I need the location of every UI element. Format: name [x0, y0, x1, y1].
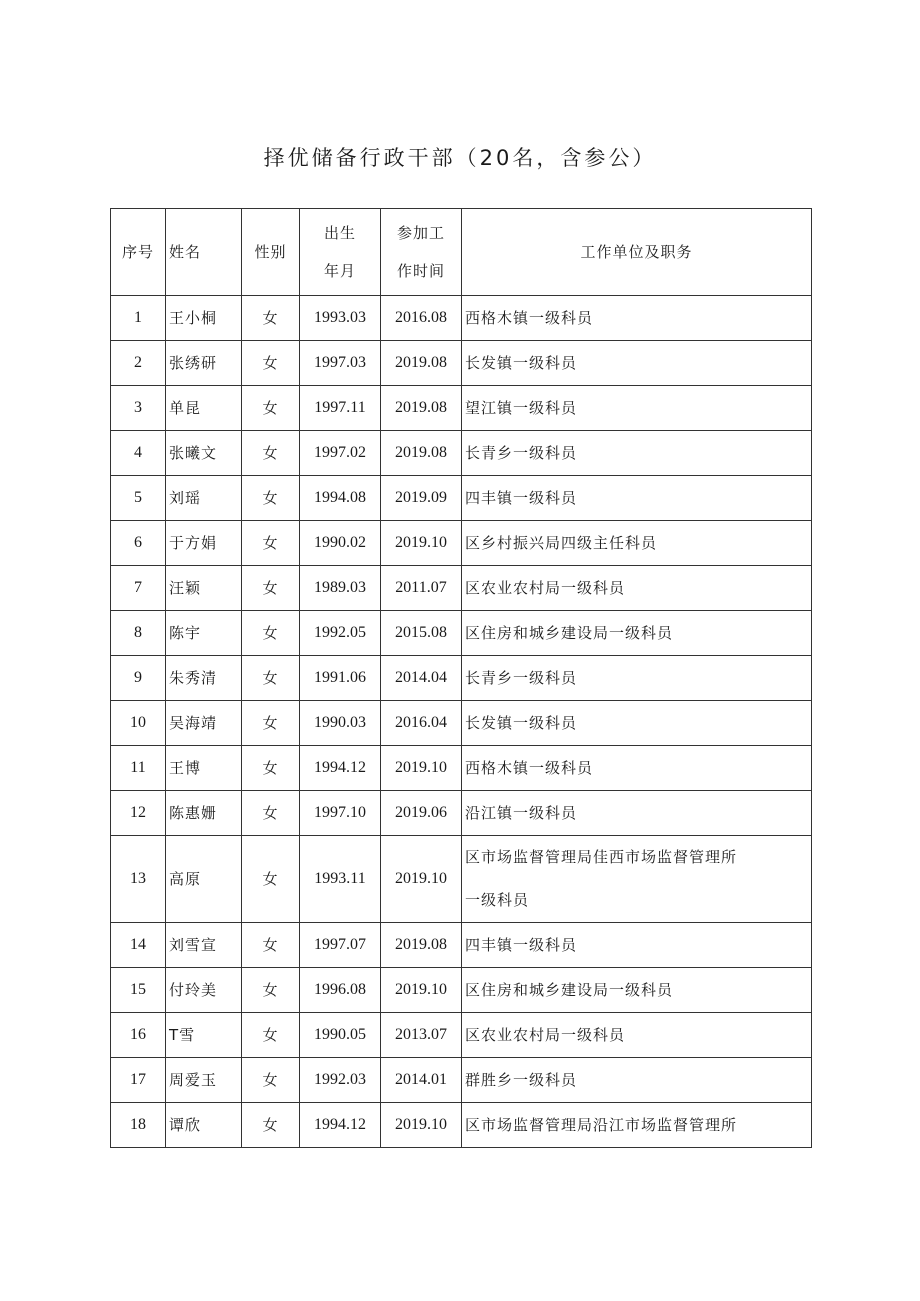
- cell-gender: 女: [242, 386, 300, 431]
- cell-seq: 18: [111, 1103, 166, 1148]
- cell-work: 2019.08: [381, 341, 462, 386]
- header-work-start: [381, 209, 462, 296]
- cell-gender: 女: [242, 791, 300, 836]
- cell-unit: 西格木镇一级科员: [462, 296, 812, 341]
- table-row: [111, 968, 812, 1013]
- cell-birth: 1989.03: [300, 566, 381, 611]
- table-row: [111, 1013, 812, 1058]
- cell-unit: 望江镇一级科员: [462, 386, 812, 431]
- cell-work: 2011.07: [381, 566, 462, 611]
- cell-gender: 女: [242, 476, 300, 521]
- cell-birth: 1992.03: [300, 1058, 381, 1103]
- cell-unit: 区住房和城乡建设局一级科员: [462, 968, 812, 1013]
- cell-birth: 1997.07: [300, 923, 381, 968]
- cell-gender: 女: [242, 656, 300, 701]
- cell-seq: 17: [111, 1058, 166, 1103]
- cell-unit: 长发镇一级科员: [462, 341, 812, 386]
- cell-name: 付玲美: [166, 968, 242, 1013]
- table-row: [111, 746, 812, 791]
- cell-name: 高原: [166, 836, 242, 923]
- table-row: [111, 791, 812, 836]
- cell-seq: 9: [111, 656, 166, 701]
- cell-name: 陈宇: [166, 611, 242, 656]
- table-row: [111, 923, 812, 968]
- cell-work: 2019.10: [381, 836, 462, 923]
- cell-work: 2019.08: [381, 386, 462, 431]
- cell-birth: 1994.12: [300, 746, 381, 791]
- header-birth: [300, 209, 381, 296]
- table-row: [111, 341, 812, 386]
- cell-birth: 1993.11: [300, 836, 381, 923]
- cell-unit: 西格木镇一级科员: [462, 746, 812, 791]
- cell-name: 谭欣: [166, 1103, 242, 1148]
- cell-gender: 女: [242, 296, 300, 341]
- cell-unit: 区农业农村局一级科员: [462, 566, 812, 611]
- table-row: [111, 611, 812, 656]
- cell-gender: 女: [242, 923, 300, 968]
- page-title: 择优储备行政干部（20名，含参公）: [263, 146, 657, 171]
- header-name: 姓名: [166, 209, 242, 296]
- cell-seq: 16: [111, 1013, 166, 1058]
- cell-seq: 4: [111, 431, 166, 476]
- cell-work: 2019.10: [381, 968, 462, 1013]
- cell-work: 2016.04: [381, 701, 462, 746]
- cell-work: 2013.07: [381, 1013, 462, 1058]
- cell-name: 王小桐: [166, 296, 242, 341]
- cell-work: 2019.10: [381, 521, 462, 566]
- table-row: [111, 431, 812, 476]
- header-birth-line1: 出生: [323, 224, 356, 242]
- table-row: [111, 1103, 812, 1148]
- cell-gender: 女: [242, 1103, 300, 1148]
- cell-seq: 8: [111, 611, 166, 656]
- cell-name: 汪颖: [166, 566, 242, 611]
- cell-name: 于方娟: [166, 521, 242, 566]
- cell-name: 周爱玉: [166, 1058, 242, 1103]
- cell-birth: 1990.05: [300, 1013, 381, 1058]
- cell-birth: 1997.03: [300, 341, 381, 386]
- cadre-table: [110, 208, 812, 1148]
- cell-gender: 女: [242, 566, 300, 611]
- cell-work: 2019.09: [381, 476, 462, 521]
- cell-seq: 14: [111, 923, 166, 968]
- cell-work: 2014.01: [381, 1058, 462, 1103]
- cell-seq: 15: [111, 968, 166, 1013]
- cell-birth: 1997.02: [300, 431, 381, 476]
- header-unit: 工作单位及职务: [462, 209, 812, 296]
- cell-name: 张曦文: [166, 431, 242, 476]
- cell-gender: 女: [242, 1013, 300, 1058]
- cell-unit: 区农业农村局一级科员: [462, 1013, 812, 1058]
- header-birth-line2: 年月: [323, 262, 356, 280]
- table-row: [111, 296, 812, 341]
- table-row: [111, 701, 812, 746]
- cell-birth: 1991.06: [300, 656, 381, 701]
- cell-gender: 女: [242, 968, 300, 1013]
- cell-gender: 女: [242, 341, 300, 386]
- table-header-row: [111, 209, 812, 296]
- cell-unit: 区乡村振兴局四级主任科员: [462, 521, 812, 566]
- header-gender: 性别: [242, 209, 300, 296]
- cell-work: 2015.08: [381, 611, 462, 656]
- cell-gender: 女: [242, 746, 300, 791]
- cell-name: 陈惠姗: [166, 791, 242, 836]
- cell-gender: 女: [242, 431, 300, 476]
- table-row: [111, 476, 812, 521]
- cell-gender: 女: [242, 701, 300, 746]
- cell-birth: 1990.03: [300, 701, 381, 746]
- cell-seq: 3: [111, 386, 166, 431]
- cell-name: 张绣研: [166, 341, 242, 386]
- cell-gender: 女: [242, 836, 300, 923]
- table-row: [111, 521, 812, 566]
- cell-unit: 区市场监督管理局沿江市场监督管理所: [462, 1103, 812, 1148]
- cell-birth: 1992.05: [300, 611, 381, 656]
- header-work-line2: 作时间: [396, 262, 445, 280]
- cell-work: 2014.04: [381, 656, 462, 701]
- table-row: [111, 566, 812, 611]
- cell-birth: 1990.02: [300, 521, 381, 566]
- cell-seq: 1: [111, 296, 166, 341]
- cell-unit: [462, 836, 812, 923]
- cell-name: 王博: [166, 746, 242, 791]
- cell-unit: 长青乡一级科员: [462, 656, 812, 701]
- cell-work: 2016.08: [381, 296, 462, 341]
- cell-seq: 5: [111, 476, 166, 521]
- header-seq: 序号: [111, 209, 166, 296]
- cell-unit: 长发镇一级科员: [462, 701, 812, 746]
- cell-unit: 群胜乡一级科员: [462, 1058, 812, 1103]
- cell-unit-line2: 一级科员: [465, 891, 530, 909]
- cell-seq: 7: [111, 566, 166, 611]
- cell-work: 2019.10: [381, 1103, 462, 1148]
- cell-work: 2019.08: [381, 431, 462, 476]
- cell-unit: 区住房和城乡建设局一级科员: [462, 611, 812, 656]
- cell-name: T雪: [166, 1013, 242, 1058]
- cell-seq: 2: [111, 341, 166, 386]
- cell-birth: 1996.08: [300, 968, 381, 1013]
- cell-birth: 1997.11: [300, 386, 381, 431]
- table-row: [111, 656, 812, 701]
- cell-seq: 10: [111, 701, 166, 746]
- cell-seq: 12: [111, 791, 166, 836]
- cell-name: 单昆: [166, 386, 242, 431]
- cell-birth: 1993.03: [300, 296, 381, 341]
- cell-gender: 女: [242, 521, 300, 566]
- cell-birth: 1994.12: [300, 1103, 381, 1148]
- cell-gender: 女: [242, 1058, 300, 1103]
- cell-seq: 13: [111, 836, 166, 923]
- cell-seq: 11: [111, 746, 166, 791]
- cell-unit: 四丰镇一级科员: [462, 476, 812, 521]
- cell-birth: 1994.08: [300, 476, 381, 521]
- header-work-line1: 参加工: [396, 224, 445, 242]
- cell-name: 吴海靖: [166, 701, 242, 746]
- cell-work: 2019.10: [381, 746, 462, 791]
- cell-unit-line1: 区市场监督管理局佳西市场监督管理所: [465, 848, 738, 866]
- cell-seq: 6: [111, 521, 166, 566]
- cell-unit: 沿江镇一级科员: [462, 791, 812, 836]
- cell-work: 2019.06: [381, 791, 462, 836]
- cell-unit: 长青乡一级科员: [462, 431, 812, 476]
- cell-work: 2019.08: [381, 923, 462, 968]
- cell-gender: 女: [242, 611, 300, 656]
- cell-birth: 1997.10: [300, 791, 381, 836]
- cell-name: 刘雪宣: [166, 923, 242, 968]
- table-row: [111, 836, 812, 923]
- cell-unit: 四丰镇一级科员: [462, 923, 812, 968]
- table-row: [111, 386, 812, 431]
- cell-name: 朱秀清: [166, 656, 242, 701]
- table-row: [111, 1058, 812, 1103]
- cell-name: 刘瑶: [166, 476, 242, 521]
